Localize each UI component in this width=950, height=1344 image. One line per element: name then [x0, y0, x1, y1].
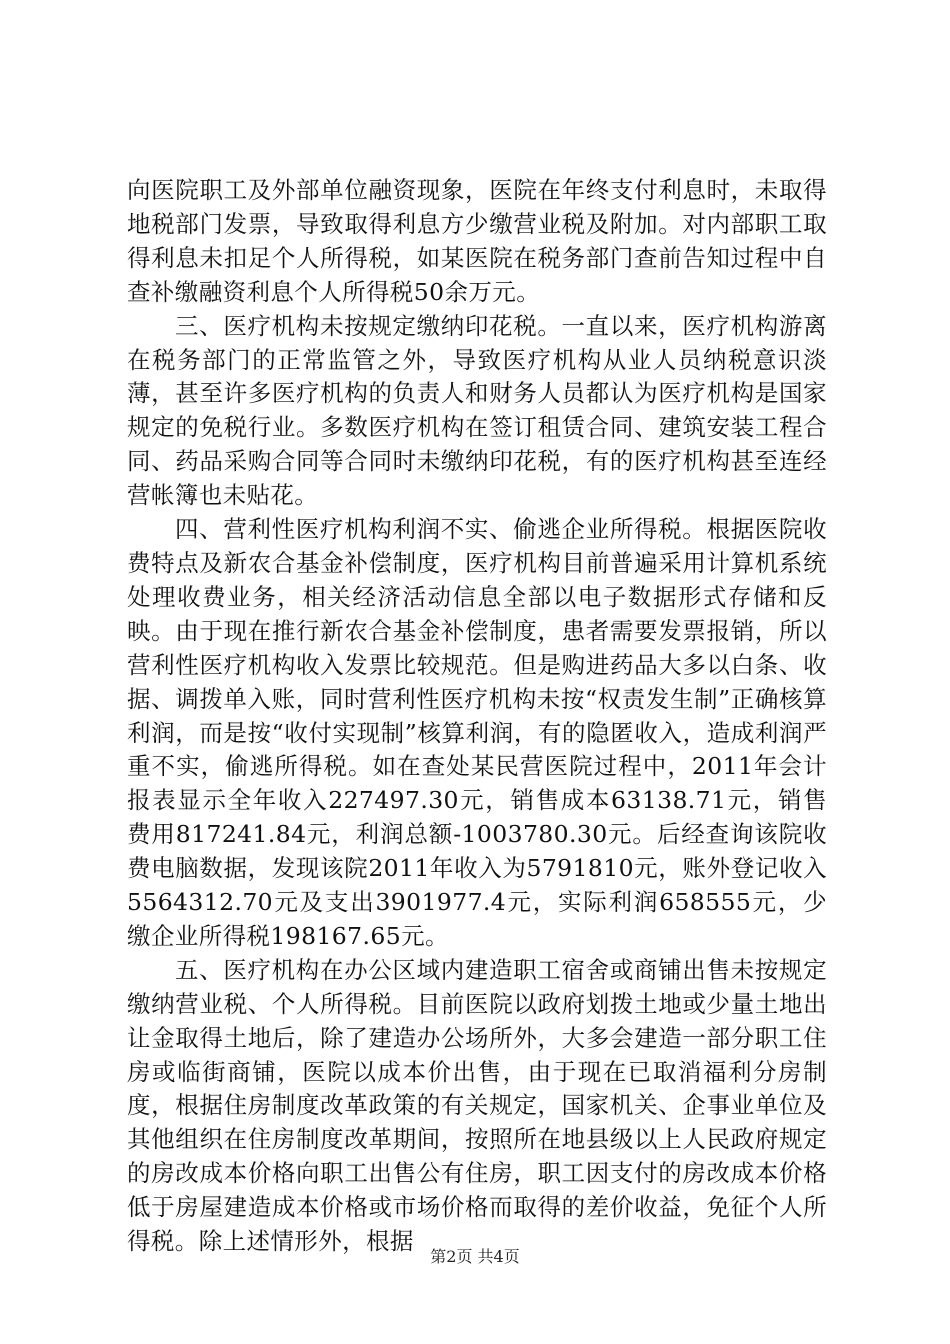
- document-body: [127, 174, 827, 1259]
- paragraph-section-three: 三、医疗机构未按规定缴纳印花税。一直以来，医疗机构游离在税务部门的正常监管之外，导致医疗机构从业人员纳税意识淡薄，甚至许多医疗机构的负责人和财务人员都认为医疗机构是国家规定的免税行业。多数医疗机构在签订租赁合同、建筑安装工程合同、药品采购合同等合同时未缴纳印花税，有的医疗机构甚至连经营帐簿也未贴花。: [127, 311, 827, 510]
- page-number-label: 第2页 共4页: [430, 1247, 520, 1266]
- paragraph-section-five: 五、医疗机构在办公区域内建造职工宿舍或商铺出售未按规定缴纳营业税、个人所得税。目前医院以政府划拨土地或少量土地出让金取得土地后，除了建造办公场所外，大多会建造一部分职工住房或临街商铺，医院以成本价出售，由于现在已取消福利分房制度，根据住房制度改革政策的有关规定，国家机关、企事业单位及其他组织在住房制度改革期间，按照所在地县级以上人民政府规定的房改成本价格向职工出售公有住房，职工因支付的房改成本价格低于房屋建造成本价格或市场价格而取得的差价收益，免征个人所得税。除上述情形外，根据: [127, 955, 827, 1256]
- paragraph-section-four: 四、营利性医疗机构利润不实、偷逃企业所得税。根据医院收费特点及新农合基金补偿制度，医疗机构目前普遍采用计算机系统处理收费业务，相关经济活动信息全部以电子数据形式存储和反映。由于现在推行新农合基金补偿制度，患者需要发票报销，所以营利性医疗机构收入发票比较规范。但是购进药品大多以白条、收据、调拨单入账，同时营利性医疗机构未按“权责发生制”正确核算利润，而是按“收付实现制”核算利润，有的隐匿收入，造成利润严重不实，偷逃所得税。如在查处某民营医院过程中，2011年会计报表显示全年收入227497.30元，销售成本63138.71元，销售费用817241.84元，利润总额-1003780.30元。后经查询该院收费电脑数据，发现该院2011年收入为5791810元，账外登记收入5564312.70元及支出3901977.4元，实际利润658555元，少缴企业所得税198167.65元。: [127, 515, 827, 950]
- page-footer: [0, 1244, 950, 1267]
- paragraph-continuation: 向医院职工及外部单位融资现象，医院在年终支付利息时，未取得地税部门发票，导致取得利息方少缴营业税及附加。对内部职工取得利息未扣足个人所得税，如某医院在税务部门查前告知过程中自查补缴融资利息个人所得税50余万元。: [127, 176, 827, 306]
